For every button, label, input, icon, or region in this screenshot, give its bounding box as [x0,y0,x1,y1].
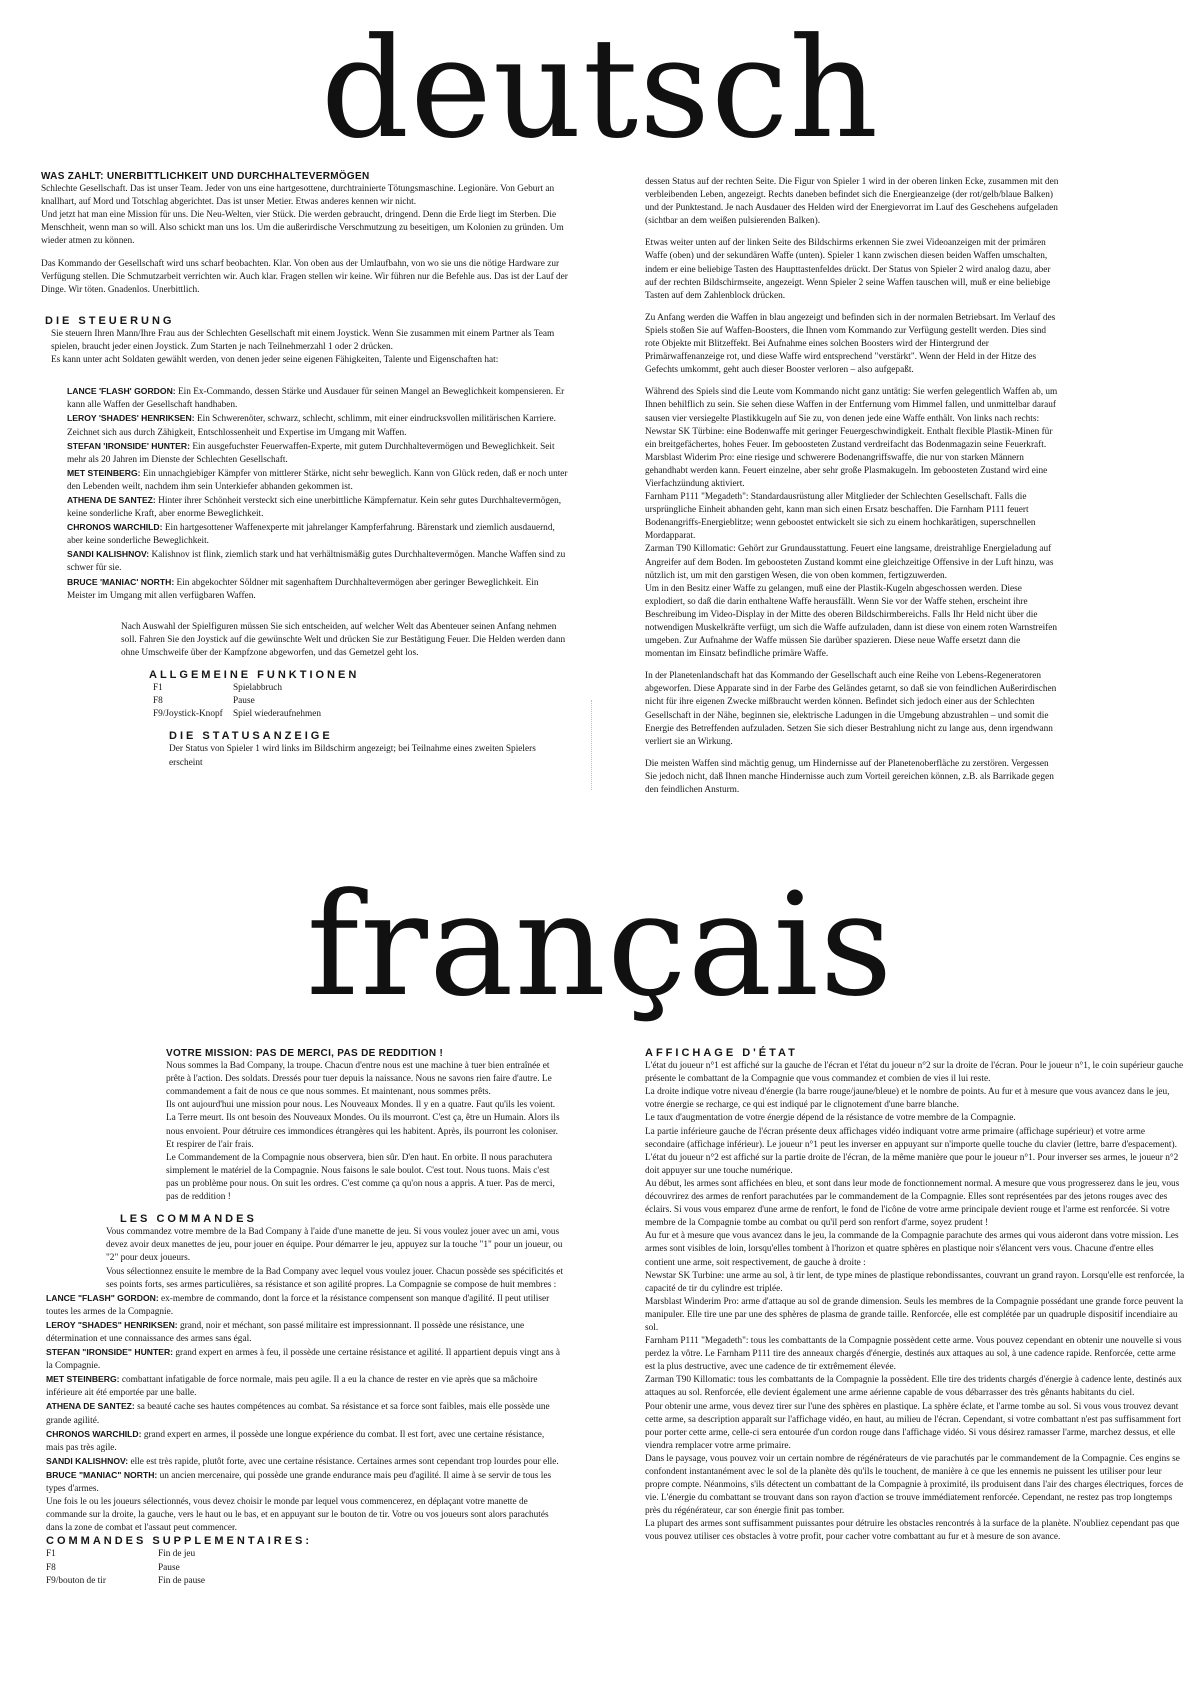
character-name: MET STEINBERG: [67,467,141,478]
character-entry [46,1400,564,1427]
function-action: Fin de jeu [158,1549,196,1560]
german-after-selection: Nach Auswahl der Spielfiguren müssen Sie sich entscheiden, auf welcher Welt das Abenteuer seinen Anfang nehmen soll. Fahren Sie den Joystick auf die gewünschte Welt und drücken Sie zur Bestätigung Feuer. Die Helden werden dann ohne Umschweife über der Kampfzone abgeworfen, und das Gemetzel geht los. [121,621,566,658]
german-controls-heading: DIE STEUERUNG [45,314,175,327]
french-status-heading: AFFICHAGE D'ÉTAT [645,1047,798,1059]
french-commands-heading: LES COMMANDES [120,1213,257,1226]
character-name: CHRONOS WARCHILD: [67,522,163,533]
french-status-paragraph: Dans le paysage, vous pouvez voir un certain nombre de régénérateurs de vie parachutés par le commandement de la Compagnie. Ces engins se confondent instantanément avec le sol de la planète dès qu'ils le touchent, de manière à ce que les ennemis ne puissent les utiliser pour leur propre compte. Néanmoins, s'ils détectent un combattant de la Compagnie à proximité, ils produisent dans l'air des charges électriques, forces de vie. L'énergie du combattant se trouvant dans son rayon d'action se trouve immédiatement renforcée. Cependant, ne restez pas trop longtemps près du régénérateur, car son énergie finit pas tomber. [645,1453,1184,1517]
french-left-column [46,1047,564,1588]
character-name: SANDI KALISHNOV: [46,1455,129,1466]
weapon-entry: Zarman T90 Killomatic: Gehört zur Grundausstattung. Feuert eine langsame, dreistrahlige Energieladung auf Angreifer auf dem Boden. Im geboosteten Zustand kommt eine gleichzeitige Offensive in der Luft hinzu, was nützlich ist, um mit den garstigen Wesen, die von oben kommen, fertigzuwerden. [645,544,1054,581]
weapon-entry: Marsblast Winderim Pro: arme d'attaque au sol de grande dimension. Seuls les membres de la Compagnie possédant une grande force peuvent la manipuler. Elle tire une par une des sphères de plasma de grande taille. Renforcée, elle est complétée par un quadruple dispositif incendiaire au sol. [645,1296,1184,1333]
character-entry [46,1292,564,1319]
function-key: F9/bouton de tir [46,1575,106,1586]
character-text: sa beauté cache ses hautes compétences au combat. Sa résistance et sa force sont faibles, mais elle possède une grande agilité. [46,1402,550,1426]
function-row [153,695,569,708]
function-key: F8 [46,1562,56,1573]
german-intro-paragraph: Schlechte Gesellschaft. Das ist unser Team. Jeder von uns eine hartgesottene, durchtrainierte Tötungsmaschine. Legionäre. Von Geburt an knallhart, auf Mord und Totschlag abgerichtet. Das ist unser Metier. Etwas anderes kennen wir nicht. [41,184,555,208]
character-entry [46,1469,564,1496]
german-left-column [41,170,569,770]
weapon-entry: Marsblast Widerim Pro: eine riesige und schwerere Bodenangriffswaffe, die nur von starken Männern gehandhabt werden kann. Feuert einzelne, aber sehr große Plasmakugeln. Im geboosteten Zustand wird eine Vierfachzündung aktiviert. [645,452,1048,489]
german-intro-heading: WAS ZAHLT: UNERBITTLICHKEIT UND DURCHHALTEVERMÖGEN [41,171,370,182]
character-text: un ancien mercenaire, qui possède une grande endurance mais peu d'agilité. Il aime à se servir de tous les types d'armes. [46,1470,552,1494]
function-row [46,1548,564,1561]
german-right-paragraph: Die meisten Waffen sind mächtig genug, um Hindernisse auf der Planetenoberfläche zu zerstören. Vergessen Sie jedoch nicht, daß Ihnen manche Hindernisse auch zum Vorteil gereichen können, z.B. als Barrikade gegen den feindlichen Ansturm. [645,758,1054,796]
character-text: Ein Schwerenöter, schwarz, schlecht, schlimm, mit einer eindrucksvollen militärischen Karriere. Zeichnet sich aus durch Zähigkeit, Entschlossenheit und Expertise im Umgang mit Waffen. [67,414,556,438]
french-status-paragraph: Au début, les armes sont affichées en bleu, et sont dans leur mode de fonctionnement normal. A mesure que vous progresserez dans le jeu, vous découvrirez des armes de renfort parachutées par le commandement de la Compagnie. Elles sont représentées par des jetons rouges avec des éclairs. Si vous vous emparez d'une arme de renfort, le fond de l'icône de votre arme principale devient rouge et l'arme est renforcée. Si votre membre de la Compagnie tombe au combat ou qu'il perd son renfort d'arme, soyez prudent ! [645,1178,1180,1229]
function-key: F1 [46,1549,56,1560]
german-right-paragraph: In der Planetenlandschaft hat das Kommando der Gesellschaft auch eine Reihe von Lebens-Regeneratoren abgeworfen. Diese Apparate sind in der Farbe des Geländes getarnt, so daß sie von feindlichen Außerirdischen nicht für ihre eigenen Zwecke mißbraucht werden können. Befindet sich jedoch einer aus der Schlechten Gesellschaft in der Nähe, beginnen sie, elektrische Ladungen in die Umgebung abzustrahlen – und somit die Energie des Betreffenden aufzuladen. Setzen Sie sich dieser Bestrahlung nicht zu lange aus, denn irgendwann verliert sie an Wirkung. [645,671,1057,747]
weapon-entry: Newstar SK Türbine: eine Bodenwaffe mit geringer Feuergeschwindigkeit. Enthalt flexible Plastik-Minen für ein breitgefächertes, hohes Feuer. Im geboosteten Zustand verdreifacht das Bodenmagazin seine Feuerkraft. [645,426,1053,450]
german-right-paragraph: Zu Anfang werden die Waffen in blau angezeigt und befinden sich in der normalen Betriebsart. Im Verlauf des Spiels stoßen Sie auf Waffen-Boosters, die Ihnen vom Kommando zur Verfügung gestellt werden. Dies sind rote Objekte mit Blitzeffekt. Bei Aufnahme eines solchen Boosters wird der Hintergrund der Primärwaffenanzeige rot, und diese Waffe wird entsprechend "verstärkt". Wenn der Held in der Hitze des Gefechts umkommt, geht auch dieser Booster verloren – also aufgepaßt. [645,312,1056,376]
french-status-paragraph: Au fur et à mesure que vous avancez dans le jeu, la commande de la Compagnie parachute des armes qui vous aideront dans votre mission. Les armes sont visibles de loin, lorsqu'elles tombent à l'horizon et quatre sphères en plastique noir s'élancent vers vous. Chacune d'entre elles contient une arme, soit respectivement, de gauche à droite : [645,1231,1179,1268]
french-right-column [645,1047,1185,1545]
function-action: Spielabbruch [233,683,283,694]
function-action: Spiel wiederaufnehmen [233,709,322,720]
french-function-list [46,1548,564,1587]
function-key: F1 [153,683,163,694]
character-name: BRUCE "MANIAC" NORTH: [46,1469,158,1480]
german-controls-paragraph: Sie steuern Ihren Mann/Ihre Frau aus der Schlechten Gesellschaft mit einem Joystick. Wenn Sie zusammen mit einem Partner als Team spielen, braucht jeder einen Joystick. Zum Starten je nach Teilnehmerzahl 1 oder 2 drücken. [51,328,555,353]
weapon-entry: Newstar SK Turbine: une arme au sol, à tir lent, de type mines de plastique rebondissantes, couvrant un grand rayon. Lorsqu'elle est renforcée, la capacité de tir du cylindre est triplée. [645,1270,1185,1294]
character-entry [46,1428,564,1455]
character-text: Ein ausgefuchster Feuerwaffen-Experte, mit gutem Durchhaltevermögen und Beweglichkeit. Seit mehr als 20 Jahren im Dienste der Schlechten Gesellschaft. [67,441,555,465]
character-entry [67,440,569,467]
german-right-column [645,176,1060,797]
character-entry [67,521,569,548]
function-row [153,682,569,695]
character-entry [46,1346,564,1373]
character-name: SANDI KALISHNOV: [67,549,150,560]
character-name: LANCE 'FLASH' GORDON: [67,386,176,397]
character-name: MET STEINBERG: [46,1374,120,1385]
french-mission-paragraph: Nous sommes la Bad Company, la troupe. Chacun d'entre nous est une machine à tuer bien entraînée et prête à l'action. Des soldats. Dressés pour tuer depuis la naissance. Nous ne savons rien faire d'autre. Le commandement a fait de nous ce que nous sommes. Et maintenant, nous sommes prêts. [166,1061,552,1098]
french-status-paragraph: La partie inférieure gauche de l'écran présente deux affichages vidéo indiquant votre arme primaire (affichage supérieur) et votre arme secondaire (affichage inférieur). Le joueur n°1 peut les inverser en appuyant sur n'importe quelle touche du clavier (lettre, barre d'espacement). L'état du joueur n°2 est affiché sur la partie droite de l'écran, de la même manière que pour le joueur n°1. Pour inverser ses armes, le joueur n°2 doit appuyer sur une touche numérique. [645,1126,1179,1176]
weapon-entry: Zarman T90 Killomatic: tous les combattants de la Compagnie la possèdent. Elle tire des tridents chargés d'énergie à cadence lente, destinés aux attaques au sol. Renforcée, elle devient également une arme aérienne capable de vous débarrasser des très gênants habitants du ciel. [645,1375,1182,1399]
character-text: Ein unnachgiebiger Kämpfer von mittlerer Stärke, nicht sehr beweglich. Kann von Glück reden, daß er noch unter den Lebenden weilt, nachdem ihm sein Unterkiefer abhanden gekommen ist. [67,468,568,492]
character-text: combattant infatigable de force normale, mais peu agile. Il a eu la chance de rester en vie après que sa mâchoire inférieure ait été emportée par une balle. [46,1375,538,1399]
german-right-paragraph: Während des Spiels sind die Leute vom Kommando nicht ganz untätig: Sie werfen gelegentlich Waffen ab, um Ihnen behilflich zu sein. Sie sehen diese Waffen in der Entfernung vom Himmel fallen, und unmittelbar darauf sausen vier versiegelte Plastikkugeln auf Sie zu, von denen jede eine Waffe enthält. Von links nach rechts: [645,387,1058,424]
german-right-paragraph: Etwas weiter unten auf der linken Seite des Bildschirms erkennen Sie zwei Videoanzeigen mit der primären Waffe (oben) und der sekundären Waffe (unten). Spieler 1 kann zwischen diesen beiden Waffen umschalten, indem er eine beliebige Tasten des Haupttastenfeldes drückt. Der Status von Spieler 2 wird analog dazu, aber auf der rechten Bildschirmseite, angezeigt. Wenn Spieler 2 seine Waffen tauschen will, muß er eine beliebige Tasten auf dem Zahlenblock drücken. [645,238,1051,301]
character-name: LANCE "FLASH" GORDON: [46,1292,159,1303]
weapon-entry: Farnham P111 "Megadeth": Standardausrüstung aller Mitglieder der Schlechten Gesellschaft. Falls die ursprüngliche Einheit abhanden geht, kann man sich einen Ersatz beschaffen. Die Farnham P111 feuert Bodenangriffs-Energieblitze; wenn geboostet entwickelt sie sich zu einem hochkarätigen, superschnellen Mordapparat. [645,492,1036,542]
weapon-entry: Um in den Besitz einer Waffe zu gelangen, muß eine der Plastik-Kugeln abgeschossen werden. Diese explodiert, so daß die darin enthaltene Waffe herausfällt. Wenn Sie vor der Waffe stehen, erscheint ihre Beschreibung im Video-Display in der Mitte des oberen Bildschirmbereichs. Falls Ihr Held nicht über die notwendigen Muskelkräfte verfügt, um sich die Waffe aufzuladen, dann ist diese von einem roten Warnstreifen umgeben. Zur Aufnahme der Waffe müssen Sie darüber spazieren. Diese neue Waffe ersetzt dann die momentan im Einsatz befindliche primäre Waffe. [645,583,1058,660]
french-commands-paragraph: Vous sélectionnez ensuite le membre de la Bad Company avec lequel vous voulez jouer. Chacun possède ses spécificités et ses points forts, ses armes particulières, sa résistance et son agilité propres. La Compagnie se compose de huit membres : [106,1266,564,1290]
french-title: français [306,863,894,1028]
character-entry [67,467,569,494]
character-text: Ein hartgesottener Waffenexperte mit jahrelanger Kampferfahrung. Bärenstark und ziemlich ausdauernd, aber keine sonderliche Beweglichkeit. [67,523,555,547]
french-mission-paragraph: Le Commandement de la Compagnie nous observera, bien sûr. D'en haut. En orbite. Il nous parachutera simplement le matériel de la Compagnie. Nous faisons le sale boulot. C'est tout. Nous tuons. Mais c'est pas un problème pour nous. On suit les ordres. C'est comme ça qu'on nous a appris. A tuer. Pas de merci, pas de reddition ! [166,1152,555,1203]
character-name: CHRONOS WARCHILD: [46,1428,142,1439]
function-action: Fin de pause [158,1575,205,1586]
german-right-paragraph: dessen Status auf der rechten Seite. Die Figur von Spieler 1 wird in der oberen linken Ecke, zusammen mit den verbleibenden Leben, angezeigt. Rechts daneben befindet sich die Energieanzeige (der rot/gelb/blaue Balken) und der Punktestand. Je nach Ausdauer des Helden wird der Energievorrat im Lauf des Geschehens aufgeladen (sichtbar an dem weißen pulsierenden Balken). [645,177,1059,227]
character-text: ex-membre de commando, dont la force et la résistance compensent son manque d'agilité. Il peut utiliser toutes les armes de la Compagnie. [46,1293,550,1317]
character-name: STEFAN 'IRONSIDE' HUNTER: [67,440,190,451]
german-status-heading: DIE STATUSANZEIGE [169,730,333,743]
character-entry [46,1319,564,1346]
german-general-heading: ALLGEMEINE FUNKTIONEN [149,669,360,681]
character-name: STEFAN "IRONSIDE" HUNTER: [46,1347,174,1358]
german-intro-paragraph: Und jetzt hat man eine Mission für uns. Die Neu-Welten, vier Stück. Die werden gebraucht, dringend. Denn die Erde liegt im Sterben. Die Menschheit, wenn man so will. Also schickt man uns los. Um die außerirdische Verschmutzung zu beseitigen, um Kolonien zu gründen. Um wieder atmen zu können. [41,210,564,247]
character-text: elle est très rapide, plutôt forte, avec une certaine résistance. Certaines armes sont cependant trop lourdes pour elle. [130,1456,559,1467]
function-row [153,708,569,721]
character-text: grand expert en armes à feu, il possède une certaine résistance et agilité. Il appartient depuis vingt ans à la Compagnie. [46,1348,561,1372]
french-supp-heading: COMMANDES SUPPLEMENTAIRES: [46,1535,313,1548]
character-name: LEROY 'SHADES' HENRIKSEN: [67,413,195,424]
french-status-paragraph: Le taux d'augmentation de votre énergie dépend de la résistance de votre membre de la Compagnie. [645,1113,1016,1124]
character-text: Kalishnov ist flink, ziemlich stark und hat verhältnismäßig gutes Durchhaltevermögen. Manche Waffen sind zu schwer für sie. [67,550,566,574]
french-after-selection: Une fois le ou les joueurs sélectionnés, vous devez choisir le monde par lequel vous commencerez, en déplaçant votre manette de commande sur la droite, la gauche, vers le haut ou le bas, et en appuyant sur le bouton de tir. Votre ou vos joueurs sont alors parachutés dans la zone de combat et l'assaut peut commencer. [46,1497,549,1534]
german-status-text: Der Status von Spieler 1 wird links im Bildschirm angezeigt; bei Teilnahme eines zweiten Spielers erscheint [169,744,536,768]
character-entry [67,494,569,521]
french-mission-paragraph: Ils ont aujourd'hui une mission pour nous. Les Nouveaux Mondes. Il y en a quatre. Faut qu'ils les voient. La Terre meurt. Ils ont besoin des Nouveaux Mondes. Ou ils mourront. C'est ça, être un Humain. Alors ils nous envoient. Pour détruire ces immondices étrangères qui les habitent. Après, ils pourront les coloniser. Et respirer de l'air frais. [166,1100,560,1150]
character-entry [67,576,569,603]
character-text: grand, noir et méchant, son passé militaire est impressionnant. Il possède une résistance, une détermination et une connaissance des armes sans égal. [46,1320,525,1344]
function-action: Pause [233,696,255,707]
character-entry [67,548,569,575]
french-mission-heading: VOTRE MISSION: PAS DE MERCI, PAS DE REDDITION ! [166,1048,444,1059]
french-status-paragraph: La droite indique votre niveau d'énergie (la barre rouge/jaune/bleue) et le nombre de points. Au fur et à mesure que vous avancez dans le jeu, votre énergie se recharge, ce qui est indiqué par le clignotement d'une barre blanche. [645,1087,1170,1111]
function-row [46,1575,564,1588]
character-entry [67,385,569,412]
character-text: grand expert en armes, il possède une longue expérience du combat. Il est fort, avec une certaine résistance, mais pas très agile. [46,1429,545,1453]
french-commands-paragraph: Vous commandez votre membre de la Bad Company à l'aide d'une manette de jeu. Si vous voulez jouer avec un ami, vous devez avoir deux manettes de jeu, pour jouer en équipe. Pour démarrer le jeu, appuyez sur la touche "1" pour un joueur, ou "2" pour deux joueurs. [106,1227,563,1264]
french-status-paragraph: La plupart des armes sont suffisamment puissantes pour détruire les obstacles rencontrés à la surface de la planète. N'oubliez cependant pas que vous pouvez utiliser ces obstacles à votre profit, pour cacher votre combattant au fur et à mesure de son avance. [645,1519,1180,1543]
german-controls-paragraph: Es kann unter acht Soldaten gewählt werden, von denen jeder seine eigenen Fähigkeiten, Talente und Eigenschaften hat: [51,355,499,366]
character-entry [67,412,569,439]
french-status-paragraph: L'état du joueur n°1 est affiché sur la gauche de l'écran et l'état du joueur n°2 sur la droite de l'écran. Pour le joueur n°1, le coin supérieur gauche présente le combattant de la Compagnie que vous commandez et combien de vies il lui reste. [645,1061,1184,1085]
character-name: ATHENA DE SANTEZ: [67,494,156,505]
german-intro-paragraph: Das Kommando der Gesellschaft wird uns scharf beobachten. Klar. Von oben aus der Umlaufbahn, von wo sie uns die nötige Hardware zur Verfügung stellen. Die Schmutzarbeit verrichten wir. Auch klar. Fragen stellen wir keine. Wir führen nur die Befehle aus. Das ist der Lauf der Dinge. Wir töten. Gnadenlos. Unerbittlich. [41,258,568,295]
german-function-list [41,682,569,721]
character-text: Hinter ihrer Schönheit versteckt sich eine unerbittliche Kämpfernatur. Kein sehr gutes Durchhaltevermögen, keine sonderliche Kraft, aber enorme Beweglichkeit. [67,495,562,520]
character-name: BRUCE 'MANIAC' NORTH: [67,576,175,587]
function-key: F9/Joystick-Knopf [153,709,223,720]
german-title: deutsch [320,8,880,169]
character-entry [46,1373,564,1400]
function-action: Pause [158,1562,180,1573]
character-name: ATHENA DE SANTEZ: [46,1401,135,1412]
character-entry [46,1455,564,1469]
character-text: Ein Ex-Commando, dessen Stärke und Ausdauer für seinen Mangel an Beweglichkeit kompensieren. Er kann alle Waffen der Gesellschaft handhaben. [67,387,565,411]
function-row [46,1562,564,1575]
french-status-paragraph: Pour obtenir une arme, vous devez tirer sur l'une des sphères en plastique. La sphère éclate, et l'arme tombe au sol. Si vous vous trouvez devant cette arme, sa description apparaît sur l'affichage vidéo, en haut, au milieu de l'écran. Cependant, si votre combattant n'est pas suffisamment fort pour porter cette arme, celle-ci sera entourée d'un cordon rouge dans l'affichage vidéo. Si vous désirez ramasser l'arme, marchez dessus, et elle viendra remplacer votre arme primaire. [645,1401,1181,1451]
character-text: Ein abgekochter Söldner mit sagenhaftem Durchhaltevermögen aber geringer Beweglichkeit. Ein Meister im Umgang mit allen verfügbaren Waffen. [67,577,539,601]
function-key: F8 [153,696,163,707]
scan-divider [591,700,593,790]
weapon-entry: Farnham P111 "Megadeth": tous les combattants de la Compagnie possèdent cette arme. Vous pouvez cependant en obtenir une nouvelle si vous perdez la vôtre. Le Farnham P111 tire des anneaux chargés d'énergie, destinés aux attaques au sol, à une cadence rapide. Renforcée, cette arme est la plus destructive, avec une cadence de tir extrêmement élevée. [645,1336,1182,1373]
character-name: LEROY "SHADES" HENRIKSEN: [46,1319,178,1330]
